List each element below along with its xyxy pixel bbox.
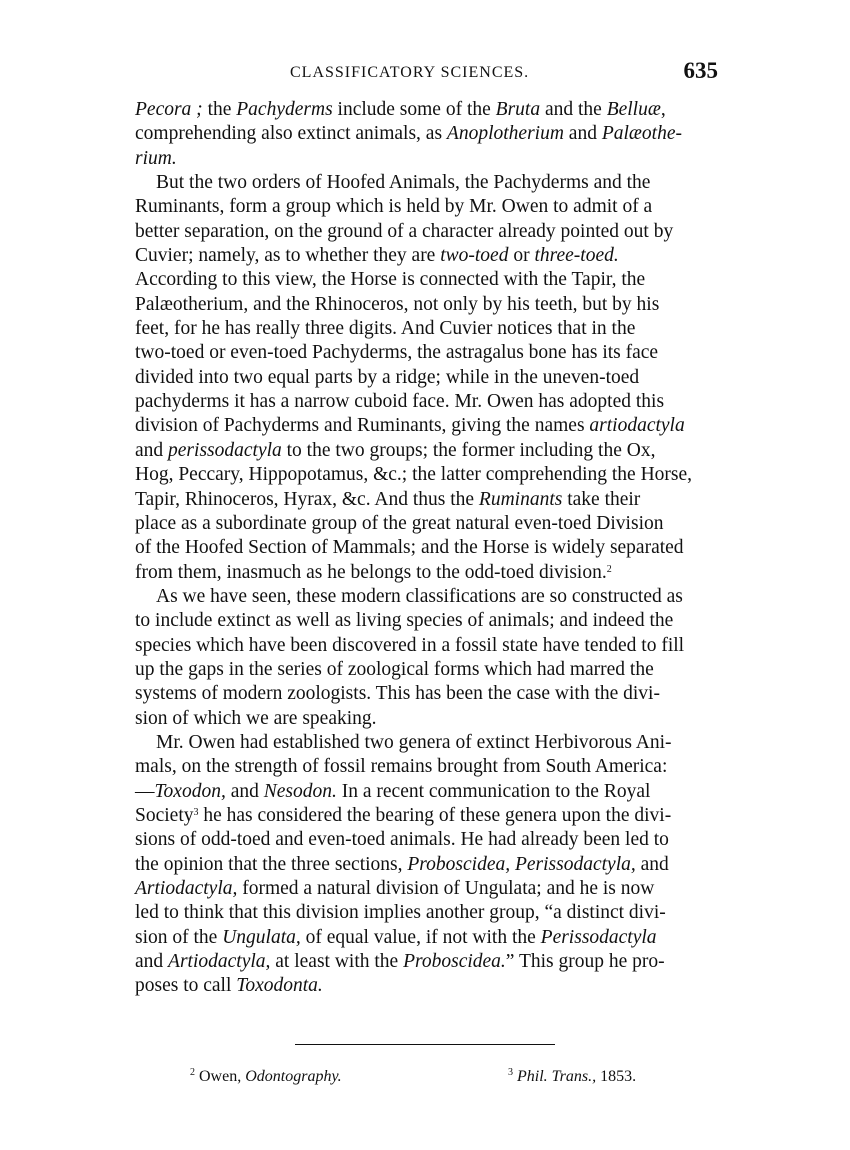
text-run: led to think that this division implies another group, “a distinct divi- — [135, 902, 666, 924]
italic-text: perissodactyla — [168, 439, 282, 461]
italic-text: Pachyderms — [236, 99, 333, 120]
text-run: divided into two equal parts by a ridge; while in the uneven-toed — [135, 366, 640, 388]
text-line — [135, 512, 718, 536]
footnote-rule — [295, 1044, 555, 1045]
text-run: and the — [540, 99, 607, 120]
text-run: Owen, — [195, 1068, 246, 1085]
footnote-marker: 3 — [193, 806, 199, 818]
italic-text: Toxodonta. — [236, 975, 323, 997]
text-line — [135, 926, 718, 950]
text-run: and — [135, 439, 169, 461]
text-run: of the Hoofed Section of Mammals; and the Horse is widely separated — [135, 537, 684, 559]
text-line — [135, 463, 718, 487]
text-run: — — [135, 780, 155, 802]
text-run: and — [563, 123, 602, 145]
text-run: and — [135, 951, 169, 973]
text-run: place as a subordinate group of the great natural even-toed Division — [135, 512, 664, 534]
text-run: 1853. — [596, 1068, 637, 1085]
text-run: But the two orders of Hoofed Animals, the Pachyderms and the — [156, 172, 651, 194]
text-line — [135, 780, 718, 804]
footnote-3 — [508, 1066, 636, 1088]
italic-text: two-toed — [440, 245, 509, 267]
running-header — [135, 58, 718, 94]
text-run: better separation, on the ground of a character already pointed out by — [135, 220, 674, 242]
text-line — [135, 293, 718, 317]
text-run: comprehending also extinct animals, as — [135, 123, 447, 145]
italic-text: Ruminants — [478, 488, 563, 510]
text-line — [135, 536, 718, 560]
italic-text: Proboscidea, Perissodactyla, — [407, 853, 636, 875]
text-run: Cuvier; namely, as to whether they are — [135, 245, 441, 267]
text-line — [135, 877, 718, 901]
text-run: mals, on the strength of fossil remains brought from South America: — [135, 756, 668, 778]
text-line — [135, 195, 718, 219]
text-run: take their — [562, 488, 641, 510]
text-run: , — [660, 99, 666, 120]
text-line — [135, 122, 718, 146]
text-run: Palæotherium, and the Rhinoceros, not only by his teeth, but by his — [135, 293, 660, 315]
text-run: formed a natural division of Ungulata; and he is now — [237, 878, 655, 899]
italic-text: Perissodactyla — [540, 926, 657, 948]
running-title: CLASSIFICATORY SCIENCES. — [290, 64, 530, 81]
text-run: sion of the — [135, 926, 223, 948]
text-run: the opinion that the three sections, — [135, 853, 408, 875]
body-text — [135, 98, 718, 999]
text-line — [135, 658, 718, 682]
text-line — [135, 414, 718, 438]
text-run: and — [225, 780, 264, 802]
text-run: sion of which we are speaking. — [135, 707, 377, 729]
italic-text: artiodactyla — [589, 415, 685, 437]
text-run: Ruminants, form a group which is held by Mr. Owen to admit of a — [135, 196, 653, 218]
text-run: to the two groups; the former including the Ox, — [281, 439, 656, 461]
text-run: up the gaps in the series of zoological forms which had marred the — [135, 658, 654, 680]
italic-text: Belluæ — [606, 99, 661, 120]
text-run: sions of odd-toed and even-toed animals. He had already been led to — [135, 829, 669, 851]
text-line — [135, 341, 718, 365]
text-line — [135, 366, 718, 390]
text-run: feet, for he has really three digits. And Cuvier notices that in the — [135, 318, 636, 340]
text-run: include some of the — [332, 99, 496, 120]
page-number: 635 — [683, 58, 718, 83]
text-run: from them, inasmuch as he belongs to the odd-toed division. — [135, 561, 607, 583]
italic-text: Proboscidea. — [403, 951, 506, 973]
text-run: pachyderms it has a narrow cuboid face. Mr. Owen has adopted this — [135, 391, 665, 413]
text-line — [135, 390, 718, 414]
text-run: to include extinct as well as living species of animals; and indeed the — [135, 610, 674, 632]
italic-text: Bruta — [495, 99, 541, 120]
text-line — [135, 634, 718, 658]
text-run: and — [635, 853, 669, 875]
text-line — [135, 853, 718, 877]
text-run: Hog, Peccary, Hippopotamus, &c.; the latter comprehending the Horse, — [135, 464, 693, 486]
italic-text: Palæothe- — [601, 123, 682, 145]
text-run: In a recent communication to the Royal — [336, 780, 651, 802]
text-run: species which have been discovered in a fossil state have tended to fill — [135, 634, 685, 656]
text-line — [135, 171, 718, 195]
text-run: Tapir, Rhinoceros, Hyrax, &c. And thus the — [135, 488, 479, 510]
text-line — [135, 731, 718, 755]
text-line — [135, 561, 718, 585]
text-run: According to this view, the Horse is connected with the Tapir, the — [135, 269, 646, 291]
text-line — [135, 439, 718, 463]
footnote-2 — [190, 1066, 342, 1088]
text-run: systems of modern zoologists. This has been the case with the divi- — [135, 683, 660, 705]
footnote-marker: 2 — [190, 1067, 195, 1078]
text-line — [135, 901, 718, 925]
text-line — [135, 147, 718, 171]
text-line — [135, 804, 718, 828]
text-line — [135, 98, 718, 122]
footnote-marker: 2 — [606, 563, 612, 575]
text-line — [135, 950, 718, 974]
italic-text: Artiodactyla, — [135, 878, 238, 899]
italic-text: Nesodon. — [263, 780, 337, 802]
italic-text: rium. — [135, 147, 177, 169]
text-run: ” This group he pro- — [505, 951, 665, 973]
text-line — [135, 220, 718, 244]
text-run: As we have seen, these modern classifications are so constructed as — [156, 585, 683, 607]
italic-text: Toxodon, — [154, 780, 226, 802]
italic-text: three-toed. — [534, 245, 619, 267]
text-run: or — [508, 245, 535, 267]
text-run: at least with the — [270, 951, 404, 973]
text-run: of equal value, if not with the — [300, 926, 541, 948]
text-line — [135, 488, 718, 512]
text-line — [135, 585, 718, 609]
footnote-marker: 3 — [508, 1067, 513, 1078]
text-line — [135, 268, 718, 292]
text-run: he has considered the bearing of these genera upon the divi- — [198, 804, 672, 826]
text-run: division of Pachyderms and Ruminants, giving the names — [135, 415, 590, 437]
italic-text: Odontography. — [245, 1068, 342, 1085]
text-line — [135, 609, 718, 633]
text-run: the — [202, 99, 237, 120]
italic-text: Phil. Trans., — [517, 1068, 597, 1085]
text-run: poses to call — [135, 975, 237, 997]
text-run: Mr. Owen had established two genera of extinct Herbivorous Ani- — [156, 731, 672, 753]
italic-text: Ungulata, — [222, 926, 301, 948]
text-line — [135, 755, 718, 779]
text-line — [135, 682, 718, 706]
text-line — [135, 828, 718, 852]
text-line — [135, 244, 718, 268]
text-line — [135, 317, 718, 341]
text-run: two-toed or even-toed Pachyderms, the astragalus bone has its face — [135, 342, 659, 364]
italic-text: Artiodactyla, — [168, 951, 271, 973]
text-line — [135, 707, 718, 731]
text-line — [135, 974, 718, 998]
italic-text: Pecora ; — [135, 99, 203, 120]
italic-text: Anoplotherium — [446, 123, 564, 145]
text-run: Society — [135, 804, 194, 826]
